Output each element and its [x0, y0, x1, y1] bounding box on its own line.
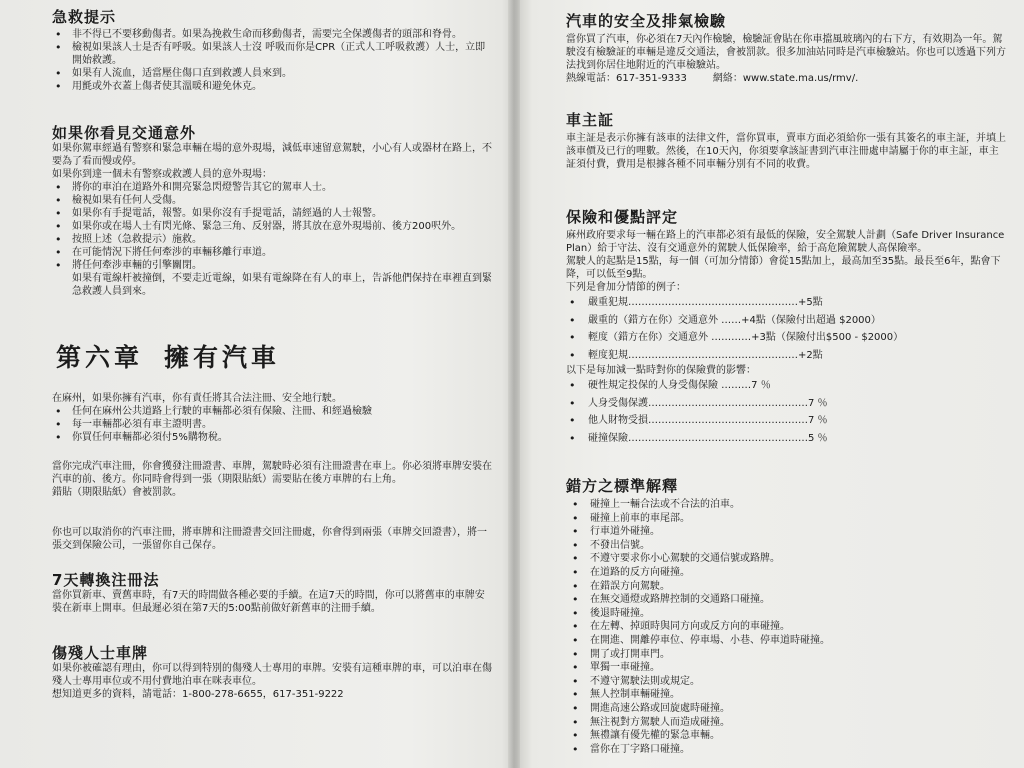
list-item: • 每一車輛都必須有車主證明書。 — [52, 418, 492, 431]
list-item: • 按照上述（急救提示）施救。 — [52, 233, 492, 246]
emergency-rescue-heading: 急救提示 — [52, 8, 117, 26]
title-certificate-paragraph: 車主証是表示你擁有該車的法律文件，當你買車，賣車方面必須給你一張有其簽名的車主証，并填上該車價及已行的哩數。然後，在10天內，你須要拿該証書到汽車注冊處申請屬于你的車主証，車主証須付費，費用是根據各種不同車輛分別有不同的收費。 — [566, 133, 1006, 170]
list-item: • 單獨一車碰撞。 — [566, 661, 1006, 675]
list-item: • 非不得已不要移動傷者。如果為挽救生命而移動傷者，需要完全保護傷者的頭部和脊骨。 — [52, 28, 492, 41]
list-item: • 將任何牽涉車輛的引擎關閉。 — [52, 259, 492, 272]
right-page — [520, 0, 1024, 768]
list-item: • 你買任何車輛都必須付5%購物稅。 — [52, 431, 492, 444]
title-certificate-heading: 車主証 — [566, 111, 615, 129]
sticker-fine-paragraph: 錯貼（期限貼紙）會被罰款。 — [52, 487, 182, 498]
witness-accident-para: 如果你駕車經過有警察和緊急車輛在場的意外現場，減低車速留意駕駛，小心有人或器材在路上，不要為了看而慢或停。 — [52, 143, 492, 167]
ownership-list — [52, 405, 492, 444]
list-item: • 當你在丁字路口碰撞。 — [566, 743, 1006, 757]
rmv-website: 網絡：www.state.ma.us/rmv/. — [712, 73, 859, 84]
plates-paragraph: 當你完成汽車注冊，你會獲發注冊證書、車牌，駕駛時必須有注冊證書在車上。你必須將車牌安裝在汽車的前、後方。你同時會得到一張（期限貼紙）需要貼在後方車牌的右上角。 — [52, 461, 492, 485]
list-item: • 如果有人流血，适當壓住傷口直到救護人員來到。 — [52, 67, 492, 80]
list-item: • 硬性規定投保的人身受傷保險 ………7 ％ — [566, 377, 1006, 395]
contact-phone-line: 想知道更多的資料，請電話：1-800-278-6655，617-351-9222 — [52, 689, 344, 700]
inspection-section — [566, 12, 1006, 85]
list-item: • 開進高速公路或回旋處時碰撞。 — [566, 702, 1006, 716]
list-item: • 碰撞保險………………………………………………5 ％ — [566, 430, 1006, 448]
list-item: • 行車道外碰撞。 — [566, 525, 1006, 539]
list-item: • 人身受傷保護…………………………………………7 ％ — [566, 395, 1006, 413]
list-item: • 無注視對方駕駛人而造成碰撞。 — [566, 716, 1006, 730]
witness-accident-list — [52, 181, 492, 272]
list-item: • 如果你或在場人士有閃光條、緊急三角、反射器，將其放在意外現場前、後方200呎外。 — [52, 220, 492, 233]
emergency-rescue-list — [52, 28, 492, 93]
list-item: • 輕度（錯方在你）交通意外 …………+3點（保險付出$500 - $2000） — [566, 329, 1006, 347]
fault-list — [566, 498, 1006, 756]
hotline-number: 熱線電話：617-351-9333 — [566, 73, 687, 84]
list-item: • 碰撞上前車的車尾部。 — [566, 512, 1006, 526]
list-item: • 不遵守要求你小心駕駛的交通信號或路牌。 — [566, 552, 1006, 566]
list-item: • 輕度犯規……………………………………………+2點 — [566, 347, 1006, 365]
list-item: • 無禮讓有優先權的緊急車輛。 — [566, 729, 1006, 743]
list-item: • 如果你有手提電話，報警。如果你沒有手提電話，請經過的人士報警。 — [52, 207, 492, 220]
title-certificate-section — [566, 111, 1006, 171]
inspection-heading: 汽車的安全及排氣檢驗 — [566, 12, 727, 30]
surcharge-examples-list — [566, 294, 1006, 364]
list-item: • 檢視如果該人士是否有呼吸。如果該人士沒 呼吸而你是CPR（正式人工呼吸救護）人士，立即開始救護。 — [52, 41, 492, 67]
premium-effect-list — [566, 377, 1006, 447]
list-item: • 無人控制車輛碰撞。 — [566, 688, 1006, 702]
list-item: • 在左轉、掉頭時與同方向或反方向的車碰撞。 — [566, 620, 1006, 634]
chapter-number: 第六章 — [56, 343, 144, 372]
power-line-note: 如果有電線杆被撞倒，不要走近電線，如果有電線降在有人的車上，告訴他們保持在車裡直到緊急救護人員到來。 — [72, 273, 492, 297]
insurance-heading: 保險和優點評定 — [566, 208, 679, 226]
list-item: • 開了或打開車門。 — [566, 648, 1006, 662]
fault-section — [566, 477, 1006, 756]
list-item: • 嚴重犯規……………………………………………+5點 — [566, 294, 1006, 312]
list-item: • 碰撞上一輛合法或不合法的泊車。 — [566, 498, 1006, 512]
premium-effect-intro: 以下是每加減一點時對你的保險費的影響： — [566, 365, 756, 376]
cancel-registration-paragraph: 你也可以取消你的汽車注冊，將車牌和注冊證書交回注冊處，你會得到兩張（車牌交回證書），將一張交到保險公司，一張留你自己保存。 — [52, 527, 487, 551]
left-page — [0, 0, 510, 768]
list-item: • 檢視如果有任何人受傷。 — [52, 194, 492, 207]
cancel-registration-section — [52, 526, 492, 552]
witness-accident-section — [52, 124, 492, 298]
inspection-paragraph: 當你買了汽車，你必須在7天內作檢驗，檢驗証會貼在你車擋風玻璃內的右下方，有效期為一年。駕駛沒有檢驗証的車輛是違反交通法，會被罰款。很多加油站同時是汽車檢驗站。你也可以透過下列方法找到你居住地附近的汽車檢驗站。 — [566, 34, 1006, 71]
list-item: • 在無交通燈或路牌控制的交通路口碰撞。 — [566, 593, 1006, 607]
list-item: • 在錯誤方向駕駛。 — [566, 580, 1006, 594]
list-item: • 他人財物受損…………………………………………7 ％ — [566, 412, 1006, 430]
emergency-rescue-section — [52, 8, 492, 93]
book-gutter — [508, 0, 520, 768]
ownership-section — [52, 392, 492, 444]
inspection-contact — [566, 72, 1006, 85]
insurance-paragraph: 麻州政府要求每一輛在路上的汽車都必須有最低的保險，安全駕駛人計劃（Safe Driver Insurance Plan）給于守法、沒有交通意外的駕駛人低保險率，給于高危險駕駛人高保險率。 — [566, 230, 1005, 254]
list-item: • 任何在麻州公共道路上行駛的車輛都必須有保險、注冊、和經過檢驗 — [52, 405, 492, 418]
transfer-paragraph: 當你買新車、賣舊車時，有7天的時間做各種必要的手續。在這7天的時間，你可以將舊車的車牌安裝在新車上開車。但最遲必須在第7天的5:00點前做好新舊車的注冊手續。 — [52, 590, 485, 614]
witness-accident-heading: 如果你看見交通意外 — [52, 124, 197, 142]
disabled-plates-section — [52, 644, 492, 701]
ownership-intro: 在麻州，如果你擁有汽車，你有責任將其合法注冊、安全地行駛。 — [52, 393, 342, 404]
insurance-section — [566, 208, 1006, 447]
disabled-plates-heading: 傷殘人士車牌 — [52, 644, 149, 662]
list-item: • 嚴重的（錯方在你）交通意外 ……+4點（保險付出超過 $2000） — [566, 312, 1006, 330]
transfer-heading: 7天轉換注冊法 — [52, 571, 160, 589]
fault-heading: 錯方之標準解釋 — [566, 477, 679, 495]
chapter-title — [56, 343, 496, 373]
list-item: • 在道路的反方向碰撞。 — [566, 566, 1006, 580]
witness-accident-para: 如果你到達一個未有警察或救護人員的意外現場： — [52, 169, 272, 180]
chapter-name: 擁有汽車 — [164, 343, 281, 372]
disabled-plates-paragraph: 如果你被確認有理由，你可以得到特別的傷殘人士專用的車牌。安裝有這種車牌的車，可以泊車在傷殘人士專用車位或不用付費地泊車在咪表車位。 — [52, 663, 492, 687]
list-item: • 用氈或外衣蓋上傷者使其溫暖和避免休克。 — [52, 80, 492, 93]
transfer-section — [52, 571, 492, 615]
plates-section — [52, 460, 492, 499]
list-item: • 在開進、開離停車位、停車場、小巷、停車道時碰撞。 — [566, 634, 1006, 648]
list-item: • 不遵守駕駛法則或規定。 — [566, 675, 1006, 689]
points-paragraph: 駕駛人的起點是15點，每一個（可加分情節）會從15點加上，最高加至35點。最長至6年，點會下降，可以低至9點。 — [566, 256, 1001, 280]
list-item: • 將你的車泊在道路外和開亮緊急閃燈警告其它的駕車人士。 — [52, 181, 492, 194]
surcharge-examples-intro: 下列是會加分情節的例子： — [566, 282, 686, 293]
list-item: • 後退時碰撞。 — [566, 607, 1006, 621]
list-item: • 不發出信號。 — [566, 539, 1006, 553]
list-item: • 在可能情況下將任何牽涉的車輛移離行車道。 — [52, 246, 492, 259]
